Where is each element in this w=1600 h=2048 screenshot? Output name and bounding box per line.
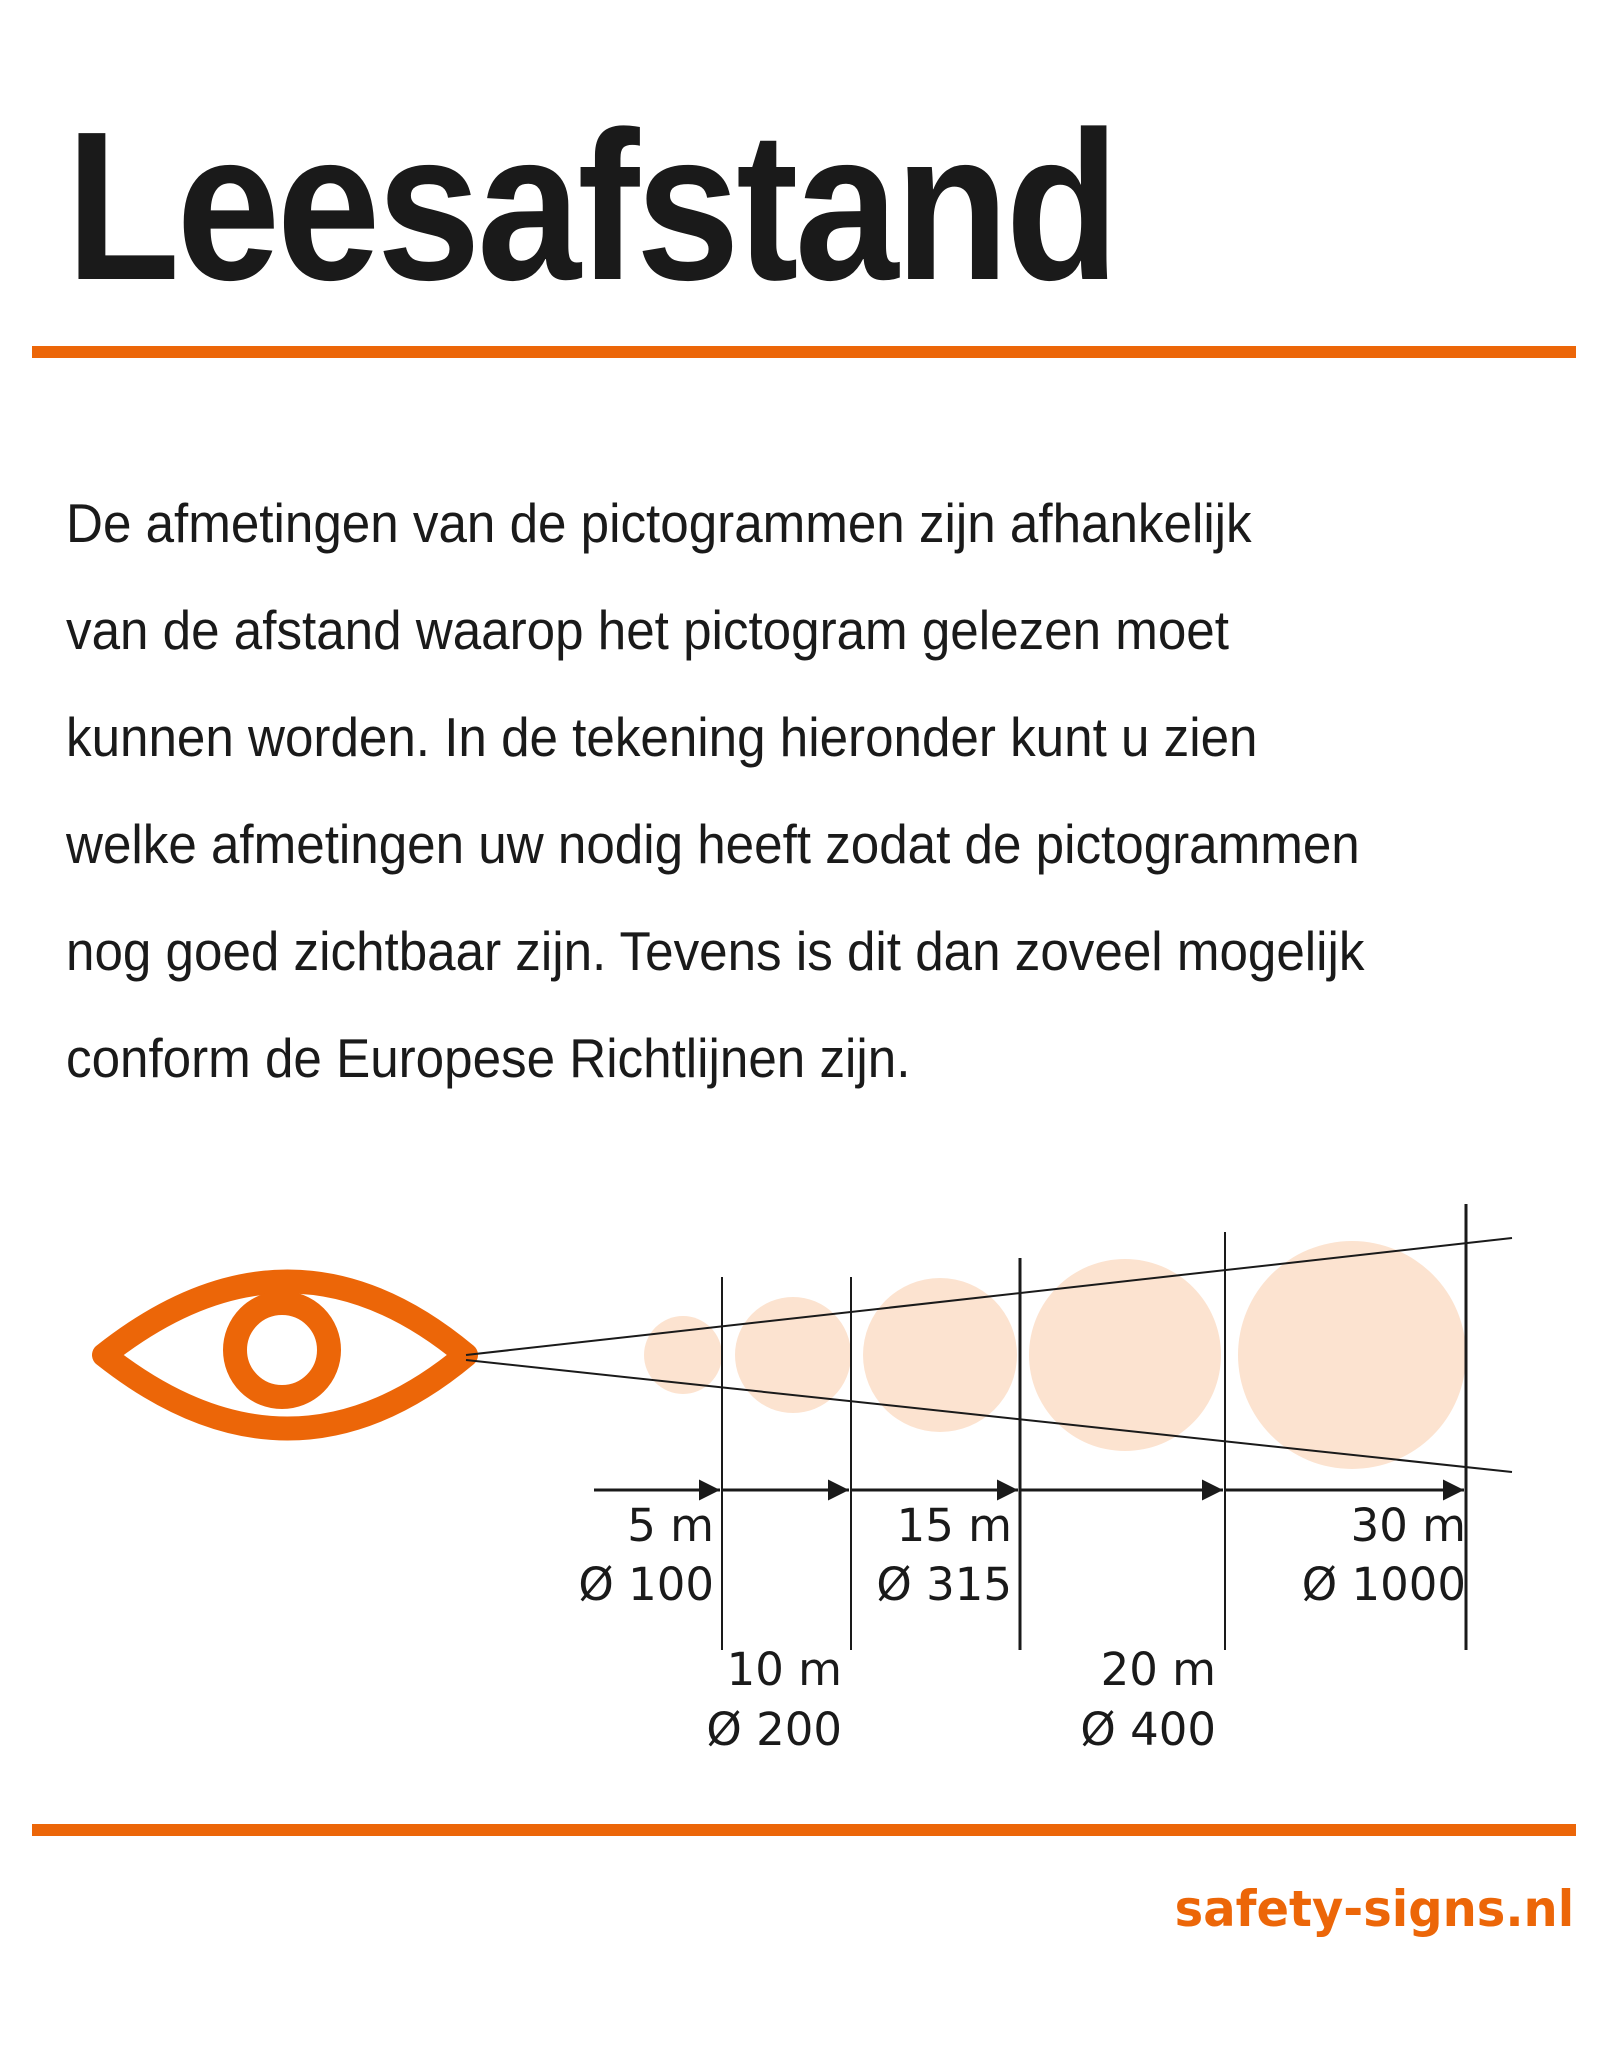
description-text (66, 470, 1586, 1112)
description-line: conform de Europese Richtlijnen zijn. (66, 1027, 911, 1089)
diameter-label-10m: Ø 200 (706, 1703, 842, 1756)
description-line: van de afstand waarop het pictogram gelezen moet (66, 599, 1229, 661)
description-line: De afmetingen van de pictogrammen zijn afhankelijk (66, 492, 1252, 554)
top-divider (32, 346, 1576, 358)
diameter-label-15m: Ø 315 (876, 1558, 1012, 1611)
page-title: Leesafstand (66, 87, 1116, 324)
footer-brand[interactable]: safety-signs.nl (1174, 1880, 1574, 1938)
size-circles (644, 1241, 1466, 1469)
bottom-divider (32, 1824, 1576, 1836)
diameter-label-30m: Ø 1000 (1301, 1558, 1466, 1611)
diameter-label-5m: Ø 100 (578, 1558, 714, 1611)
description-line: welke afmetingen uw nodig heeft zodat de pictogrammen (66, 813, 1360, 875)
size-circle-30m (1238, 1241, 1466, 1469)
description-line: kunnen worden. In de tekening hieronder kunt u zien (66, 706, 1258, 768)
distance-labels (578, 1499, 1466, 1756)
eye-icon (104, 1282, 466, 1429)
distance-label-20m: 20 m (1100, 1643, 1216, 1696)
distance-label-15m: 15 m (896, 1499, 1012, 1552)
distance-label-10m: 10 m (726, 1643, 842, 1696)
diameter-label-20m: Ø 400 (1080, 1703, 1216, 1756)
distance-label-30m: 30 m (1350, 1499, 1466, 1552)
description-line: nog goed zichtbaar zijn. Tevens is dit dan zoveel mogelijk (66, 920, 1365, 982)
reading-distance-diagram (0, 1180, 1600, 1800)
distance-label-5m: 5 m (627, 1499, 714, 1552)
